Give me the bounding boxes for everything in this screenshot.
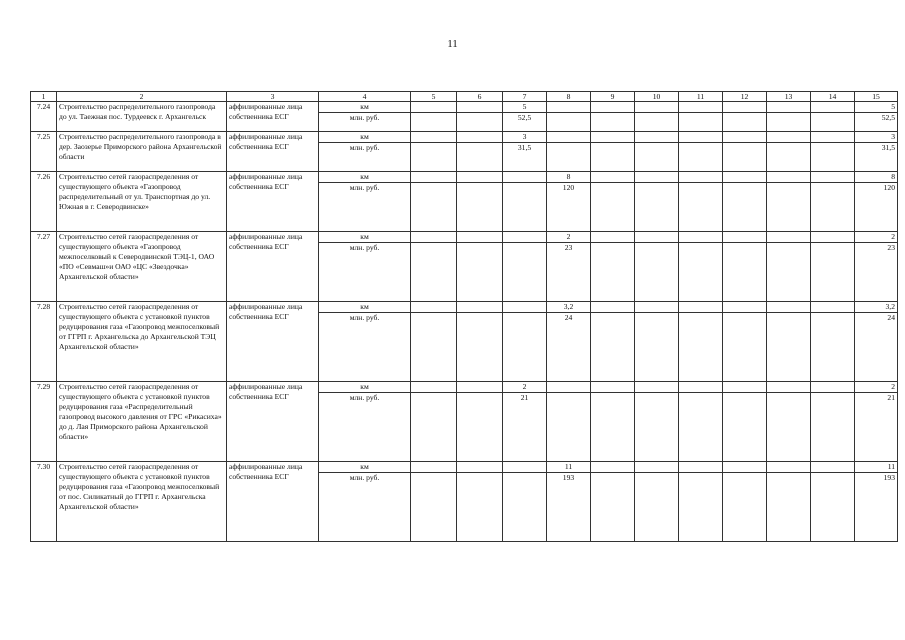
- total-rub: 23: [855, 243, 898, 302]
- table-row: [31, 302, 898, 313]
- total-rub: 193: [855, 473, 898, 542]
- value-km: [635, 302, 679, 313]
- value-rub: [635, 473, 679, 542]
- value-rub: 193: [547, 473, 591, 542]
- value-km: [723, 102, 767, 113]
- value-km: [547, 132, 591, 143]
- value-rub: [767, 473, 811, 542]
- project-name: Строительство сетей газораспределения от существующего объекта с установкой пунктов редуцирования газа «Газопровод межпоселковый от пос. Силикатный до ГГРП г. Архангельска Архангельской области»: [57, 462, 227, 542]
- value-rub: [811, 243, 855, 302]
- value-km: [591, 302, 635, 313]
- funding-source: аффилированные лица собственника ЕСГ: [227, 172, 319, 232]
- total-km: 8: [855, 172, 898, 183]
- value-rub: [635, 313, 679, 382]
- funding-source: аффилированные лица собственника ЕСГ: [227, 132, 319, 172]
- value-km: [635, 382, 679, 393]
- project-name: Строительство распределительного газопровода в дер. Заозерье Приморского района Архангельской области: [57, 132, 227, 172]
- value-km: [723, 232, 767, 243]
- value-rub: [591, 113, 635, 132]
- total-rub: 24: [855, 313, 898, 382]
- value-rub: [411, 143, 457, 172]
- value-km: [547, 102, 591, 113]
- value-km: [411, 172, 457, 183]
- total-km: 2: [855, 382, 898, 393]
- value-rub: [767, 183, 811, 232]
- total-km: 3: [855, 132, 898, 143]
- value-rub: [811, 473, 855, 542]
- value-rub: 21: [503, 393, 547, 462]
- project-name: Строительство сетей газораспределения от существующего объекта «Газопровод межпоселковый к Северодвинской ТЭЦ-1, ОАО «ПО «Севмаш»и ОАО «ЦС «Звездочка» Архангельской области»: [57, 232, 227, 302]
- row-number: 7.30: [31, 462, 57, 542]
- unit-km: км: [319, 232, 411, 243]
- value-km: [457, 302, 503, 313]
- total-rub: 120: [855, 183, 898, 232]
- value-rub: [767, 113, 811, 132]
- value-km: [723, 302, 767, 313]
- value-km: [411, 302, 457, 313]
- value-rub: [635, 113, 679, 132]
- value-rub: [457, 183, 503, 232]
- value-rub: 23: [547, 243, 591, 302]
- value-km: [679, 172, 723, 183]
- column-header: 8: [547, 92, 591, 102]
- table-row: [31, 462, 898, 473]
- value-km: [811, 132, 855, 143]
- value-rub: [767, 143, 811, 172]
- value-rub: [411, 393, 457, 462]
- funding-source: аффилированные лица собственника ЕСГ: [227, 302, 319, 382]
- value-rub: [723, 243, 767, 302]
- value-km: 11: [547, 462, 591, 473]
- unit-rub: млн. руб.: [319, 243, 411, 302]
- column-header: 5: [411, 92, 457, 102]
- value-km: [679, 382, 723, 393]
- value-km: [811, 382, 855, 393]
- value-rub: [811, 183, 855, 232]
- value-km: [411, 462, 457, 473]
- value-rub: [591, 243, 635, 302]
- column-header: 14: [811, 92, 855, 102]
- value-rub: [411, 183, 457, 232]
- total-km: 5: [855, 102, 898, 113]
- total-km: 3,2: [855, 302, 898, 313]
- value-km: [503, 302, 547, 313]
- value-rub: [457, 313, 503, 382]
- value-km: [635, 102, 679, 113]
- row-number: 7.27: [31, 232, 57, 302]
- value-rub: [635, 243, 679, 302]
- value-rub: [411, 243, 457, 302]
- value-rub: [411, 113, 457, 132]
- value-rub: [679, 313, 723, 382]
- value-rub: [457, 243, 503, 302]
- row-number: 7.24: [31, 102, 57, 132]
- value-km: [679, 132, 723, 143]
- value-rub: 24: [547, 313, 591, 382]
- value-km: 5: [503, 102, 547, 113]
- value-km: [591, 132, 635, 143]
- value-rub: [811, 393, 855, 462]
- value-km: [411, 132, 457, 143]
- value-km: [767, 102, 811, 113]
- value-rub: [457, 143, 503, 172]
- value-km: [811, 102, 855, 113]
- column-header: 13: [767, 92, 811, 102]
- value-km: [767, 172, 811, 183]
- value-km: [457, 462, 503, 473]
- value-km: [457, 232, 503, 243]
- value-km: [811, 232, 855, 243]
- value-km: [503, 172, 547, 183]
- table-row: [31, 102, 898, 113]
- value-km: 2: [547, 232, 591, 243]
- value-rub: [811, 313, 855, 382]
- table-row: [31, 172, 898, 183]
- value-rub: [679, 113, 723, 132]
- value-km: [811, 172, 855, 183]
- value-km: [635, 462, 679, 473]
- value-km: [411, 232, 457, 243]
- table-row: [31, 232, 898, 243]
- project-name: Строительство сетей газораспределения от существующего объекта с установкой пунктов редуцирования газа «Газопровод межпоселковый от ГГРП г. Архангельска до Архангельской ТЭЦ Архангельской области»: [57, 302, 227, 382]
- value-km: [457, 382, 503, 393]
- value-km: [679, 302, 723, 313]
- value-rub: [679, 243, 723, 302]
- value-rub: [767, 243, 811, 302]
- value-rub: [679, 143, 723, 172]
- value-rub: [635, 393, 679, 462]
- unit-km: км: [319, 302, 411, 313]
- value-rub: [591, 143, 635, 172]
- value-rub: [457, 473, 503, 542]
- unit-km: км: [319, 132, 411, 143]
- row-number: 7.26: [31, 172, 57, 232]
- funding-source: аффилированные лица собственника ЕСГ: [227, 232, 319, 302]
- unit-rub: млн. руб.: [319, 393, 411, 462]
- column-header: 12: [723, 92, 767, 102]
- table-row: [31, 382, 898, 393]
- value-rub: [635, 183, 679, 232]
- value-km: [723, 462, 767, 473]
- value-km: [679, 232, 723, 243]
- value-km: [811, 462, 855, 473]
- value-rub: [591, 393, 635, 462]
- value-rub: 31,5: [503, 143, 547, 172]
- value-rub: [723, 393, 767, 462]
- value-km: [635, 132, 679, 143]
- total-rub: 31,5: [855, 143, 898, 172]
- value-km: [679, 462, 723, 473]
- unit-km: км: [319, 102, 411, 113]
- column-header: 2: [57, 92, 227, 102]
- value-rub: [411, 473, 457, 542]
- value-km: [635, 172, 679, 183]
- value-km: [411, 382, 457, 393]
- unit-km: км: [319, 382, 411, 393]
- value-rub: [411, 313, 457, 382]
- value-km: [723, 132, 767, 143]
- value-km: [503, 232, 547, 243]
- value-km: [767, 302, 811, 313]
- column-header: 10: [635, 92, 679, 102]
- column-header: 11: [679, 92, 723, 102]
- page-number: 11: [447, 38, 458, 50]
- value-km: [767, 462, 811, 473]
- unit-rub: млн. руб.: [319, 313, 411, 382]
- value-rub: [723, 113, 767, 132]
- value-km: [457, 132, 503, 143]
- value-rub: [547, 393, 591, 462]
- value-rub: [503, 243, 547, 302]
- value-rub: [457, 393, 503, 462]
- value-rub: [679, 473, 723, 542]
- unit-rub: млн. руб.: [319, 143, 411, 172]
- project-name: Строительство сетей газораспределения от существующего объекта с установкой пунктов редуцирования газа «Распределительный газопровод высокого давления от ГРС «Рикасиха» до д. Лая Приморского района Архангельской области»: [57, 382, 227, 462]
- funding-source: аффилированные лица собственника ЕСГ: [227, 462, 319, 542]
- value-km: [591, 102, 635, 113]
- value-rub: [723, 143, 767, 172]
- value-rub: [811, 143, 855, 172]
- total-rub: 52,5: [855, 113, 898, 132]
- value-rub: [767, 313, 811, 382]
- value-rub: [723, 313, 767, 382]
- column-header: 15: [855, 92, 898, 102]
- value-km: [457, 102, 503, 113]
- value-km: [457, 172, 503, 183]
- value-km: 2: [503, 382, 547, 393]
- unit-rub: млн. руб.: [319, 113, 411, 132]
- value-rub: [679, 183, 723, 232]
- value-km: [723, 172, 767, 183]
- value-rub: [723, 183, 767, 232]
- value-rub: [723, 473, 767, 542]
- value-km: [635, 232, 679, 243]
- value-km: 3,2: [547, 302, 591, 313]
- column-header: 6: [457, 92, 503, 102]
- value-km: [679, 102, 723, 113]
- value-km: [811, 302, 855, 313]
- value-km: [591, 462, 635, 473]
- value-km: [547, 382, 591, 393]
- value-km: 3: [503, 132, 547, 143]
- value-rub: [591, 473, 635, 542]
- column-header: 3: [227, 92, 319, 102]
- column-header: 9: [591, 92, 635, 102]
- total-km: 11: [855, 462, 898, 473]
- table-row: [31, 132, 898, 143]
- value-km: [767, 382, 811, 393]
- value-rub: 120: [547, 183, 591, 232]
- total-km: 2: [855, 232, 898, 243]
- project-name: Строительство сетей газораспределения от существующего объекта «Газопровод распределительный от ул. Транспортная до ул. Южная в г. Северодвинске»: [57, 172, 227, 232]
- total-rub: 21: [855, 393, 898, 462]
- funding-source: аффилированные лица собственника ЕСГ: [227, 382, 319, 462]
- value-rub: [457, 113, 503, 132]
- investment-table: [30, 91, 898, 542]
- row-number: 7.25: [31, 132, 57, 172]
- row-number: 7.28: [31, 302, 57, 382]
- funding-source: аффилированные лица собственника ЕСГ: [227, 102, 319, 132]
- value-km: [591, 172, 635, 183]
- unit-km: км: [319, 172, 411, 183]
- value-rub: [503, 313, 547, 382]
- value-rub: [635, 143, 679, 172]
- value-rub: 52,5: [503, 113, 547, 132]
- value-rub: [679, 393, 723, 462]
- unit-rub: млн. руб.: [319, 183, 411, 232]
- value-km: [767, 232, 811, 243]
- value-rub: [811, 113, 855, 132]
- value-rub: [503, 183, 547, 232]
- value-rub: [591, 183, 635, 232]
- project-name: Строительство распределительного газопровода до ул. Таежная пос. Турдеевск г. Архангельск: [57, 102, 227, 132]
- value-rub: [547, 143, 591, 172]
- value-km: 8: [547, 172, 591, 183]
- column-header: 4: [319, 92, 411, 102]
- value-km: [591, 382, 635, 393]
- value-rub: [767, 393, 811, 462]
- column-header: 1: [31, 92, 57, 102]
- value-km: [591, 232, 635, 243]
- header-row: [31, 92, 898, 102]
- column-header: 7: [503, 92, 547, 102]
- value-km: [767, 132, 811, 143]
- unit-rub: млн. руб.: [319, 473, 411, 542]
- value-rub: [547, 113, 591, 132]
- value-rub: [503, 473, 547, 542]
- row-number: 7.29: [31, 382, 57, 462]
- value-km: [411, 102, 457, 113]
- value-km: [723, 382, 767, 393]
- unit-km: км: [319, 462, 411, 473]
- value-km: [503, 462, 547, 473]
- value-rub: [591, 313, 635, 382]
